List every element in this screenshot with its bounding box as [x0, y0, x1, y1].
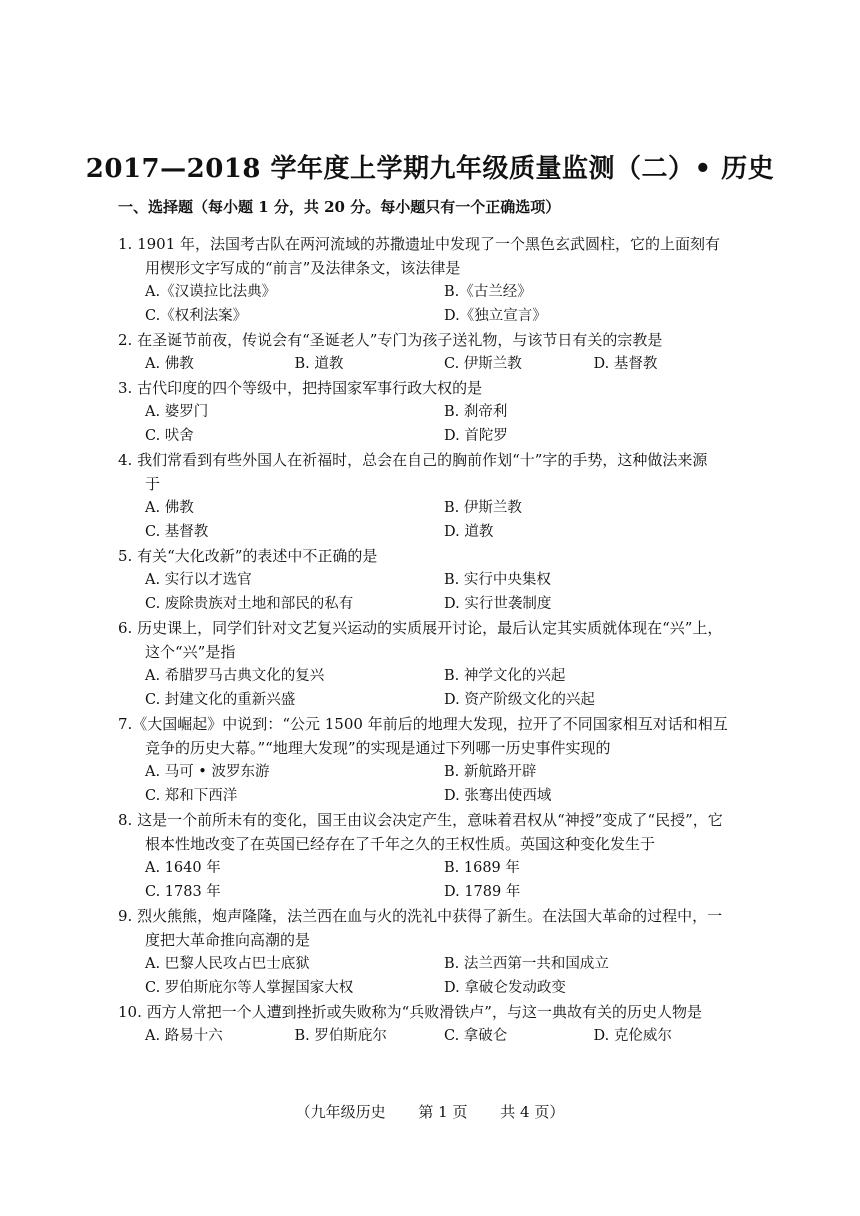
option-d: D. 基督教: [593, 356, 658, 372]
option-c: C. 罗伯斯庇尔等人掌握国家大权: [145, 980, 354, 996]
option-a: A. 实行以才选官: [145, 572, 252, 588]
option-c: C. 基督教: [145, 524, 209, 540]
section-heading: 一、选择题（每小题 1 分，共 20 分。每小题只有一个正确选项）: [118, 198, 561, 216]
question-text: 5. 有关“大化改新”的表述中不正确的是: [118, 547, 378, 565]
option-a: A. 1640 年: [145, 860, 221, 876]
option-c: C. 废除贵族对土地和部民的私有: [145, 596, 354, 612]
question-7: [118, 712, 743, 808]
question-3: [118, 376, 743, 448]
option-b: B. 伊斯兰教: [444, 500, 522, 516]
question-text: 7.《大国崛起》中说到：“公元 1500 年前后的地理大发现，拉开了不同国家相互对话和相互: [118, 715, 728, 733]
question-text: 6. 历史课上，同学们针对文艺复兴运动的实质展开讨论，最后认定其实质就体现在“兴”上，: [118, 619, 723, 637]
question-9: [118, 904, 743, 1000]
option-a: A. 希腊罗马古典文化的复兴: [145, 668, 325, 684]
option-a: A. 路易十六: [145, 1028, 223, 1044]
question-text: 这个“兴”是指: [145, 643, 236, 661]
option-d: D. 1789 年: [444, 884, 521, 900]
question-text: 竞争的历史大幕。”“地理大发现”的实现是通过下列哪一历史事件实现的: [145, 739, 611, 757]
question-8: [118, 808, 743, 904]
question-text: 3. 古代印度的四个等级中，把持国家军事行政大权的是: [118, 379, 483, 397]
question-text: 2. 在圣诞节前夜，传说会有“圣诞老人”专门为孩子送礼物，与该节日有关的宗教是: [118, 331, 663, 349]
question-5: [118, 544, 743, 616]
option-d: D. 实行世袭制度: [444, 596, 552, 612]
question-text: 9. 烈火熊熊，炮声隆隆，法兰西在血与火的洗礼中获得了新生。在法国大革命的过程中，一: [118, 907, 723, 925]
option-a: A. 马可 • 波罗东游: [145, 764, 270, 780]
option-c: C. 郑和下西洋: [145, 788, 238, 804]
question-text: 于: [145, 475, 161, 493]
option-b: B. 1689 年: [444, 860, 520, 876]
option-a: A. 佛教: [145, 356, 194, 372]
option-b: B. 刹帝利: [444, 404, 508, 420]
option-b: B. 罗伯斯庇尔: [294, 1028, 387, 1044]
footer-subject: （九年级历史: [295, 1103, 386, 1121]
question-text: 4. 我们常看到有些外国人在祈福时，总会在自己的胸前作划“十”字的手势，这种做法来源: [118, 451, 708, 469]
option-b: B.《古兰经》: [444, 284, 532, 300]
page-footer: [0, 1101, 860, 1122]
option-c: C.《权利法案》: [145, 308, 248, 324]
option-a: A.《汉谟拉比法典》: [145, 284, 277, 300]
option-a: A. 婆罗门: [145, 404, 209, 420]
option-b: B. 实行中央集权: [444, 572, 551, 588]
option-c: C. 伊斯兰教: [444, 356, 522, 372]
question-2: [118, 328, 743, 376]
option-c: C. 1783 年: [145, 884, 221, 900]
option-b: B. 道教: [294, 356, 344, 372]
option-c: C. 吠舍: [145, 428, 194, 444]
question-1: [118, 232, 743, 328]
option-d: D. 首陀罗: [444, 428, 508, 444]
option-a: A. 巴黎人民攻占巴士底狱: [145, 956, 310, 972]
option-d: D. 道教: [444, 524, 494, 540]
footer-page-number: 第 1 页: [418, 1103, 468, 1121]
option-b: B. 法兰西第一共和国成立: [444, 956, 609, 972]
question-text: 用楔形文字写成的“前言”及法律条文，该法律是: [145, 259, 461, 277]
option-d: D. 拿破仑发动政变: [444, 980, 566, 996]
question-4: [118, 448, 743, 544]
question-text: 度把大革命推向高潮的是: [145, 931, 311, 949]
option-c: C. 封建文化的重新兴盛: [145, 692, 296, 708]
question-text: 8. 这是一个前所未有的变化，国王由议会决定产生，意味着君权从“神授”变成了“民授”，它: [118, 811, 723, 829]
page-title: 2017—2018 学年度上学期九年级质量监测（二）• 历史: [85, 154, 775, 184]
option-b: B. 神学文化的兴起: [444, 668, 566, 684]
footer-total-pages: 共 4 页）: [500, 1103, 565, 1121]
question-text: 10. 西方人常把一个人遭到挫折或失败称为“兵败滑铁卢”，与这一典故有关的历史人物是: [118, 1003, 702, 1021]
question-text: 1. 1901 年，法国考古队在两河流域的苏撒遗址中发现了一个黑色玄武圆柱，它的上面刻有: [118, 235, 721, 253]
option-d: D. 克伦威尔: [593, 1028, 672, 1044]
option-a: A. 佛教: [145, 500, 194, 516]
option-c: C. 拿破仑: [444, 1028, 508, 1044]
option-d: D. 资产阶级文化的兴起: [444, 692, 595, 708]
option-d: D. 张骞出使西域: [444, 788, 552, 804]
question-10: [118, 1000, 743, 1048]
question-6: [118, 616, 743, 712]
option-d: D.《独立宣言》: [444, 308, 547, 324]
question-text: 根本性地改变了在英国已经存在了千年之久的王权性质。英国这种变化发生于: [145, 835, 656, 853]
option-b: B. 新航路开辟: [444, 764, 537, 780]
question-list: [118, 232, 743, 1048]
